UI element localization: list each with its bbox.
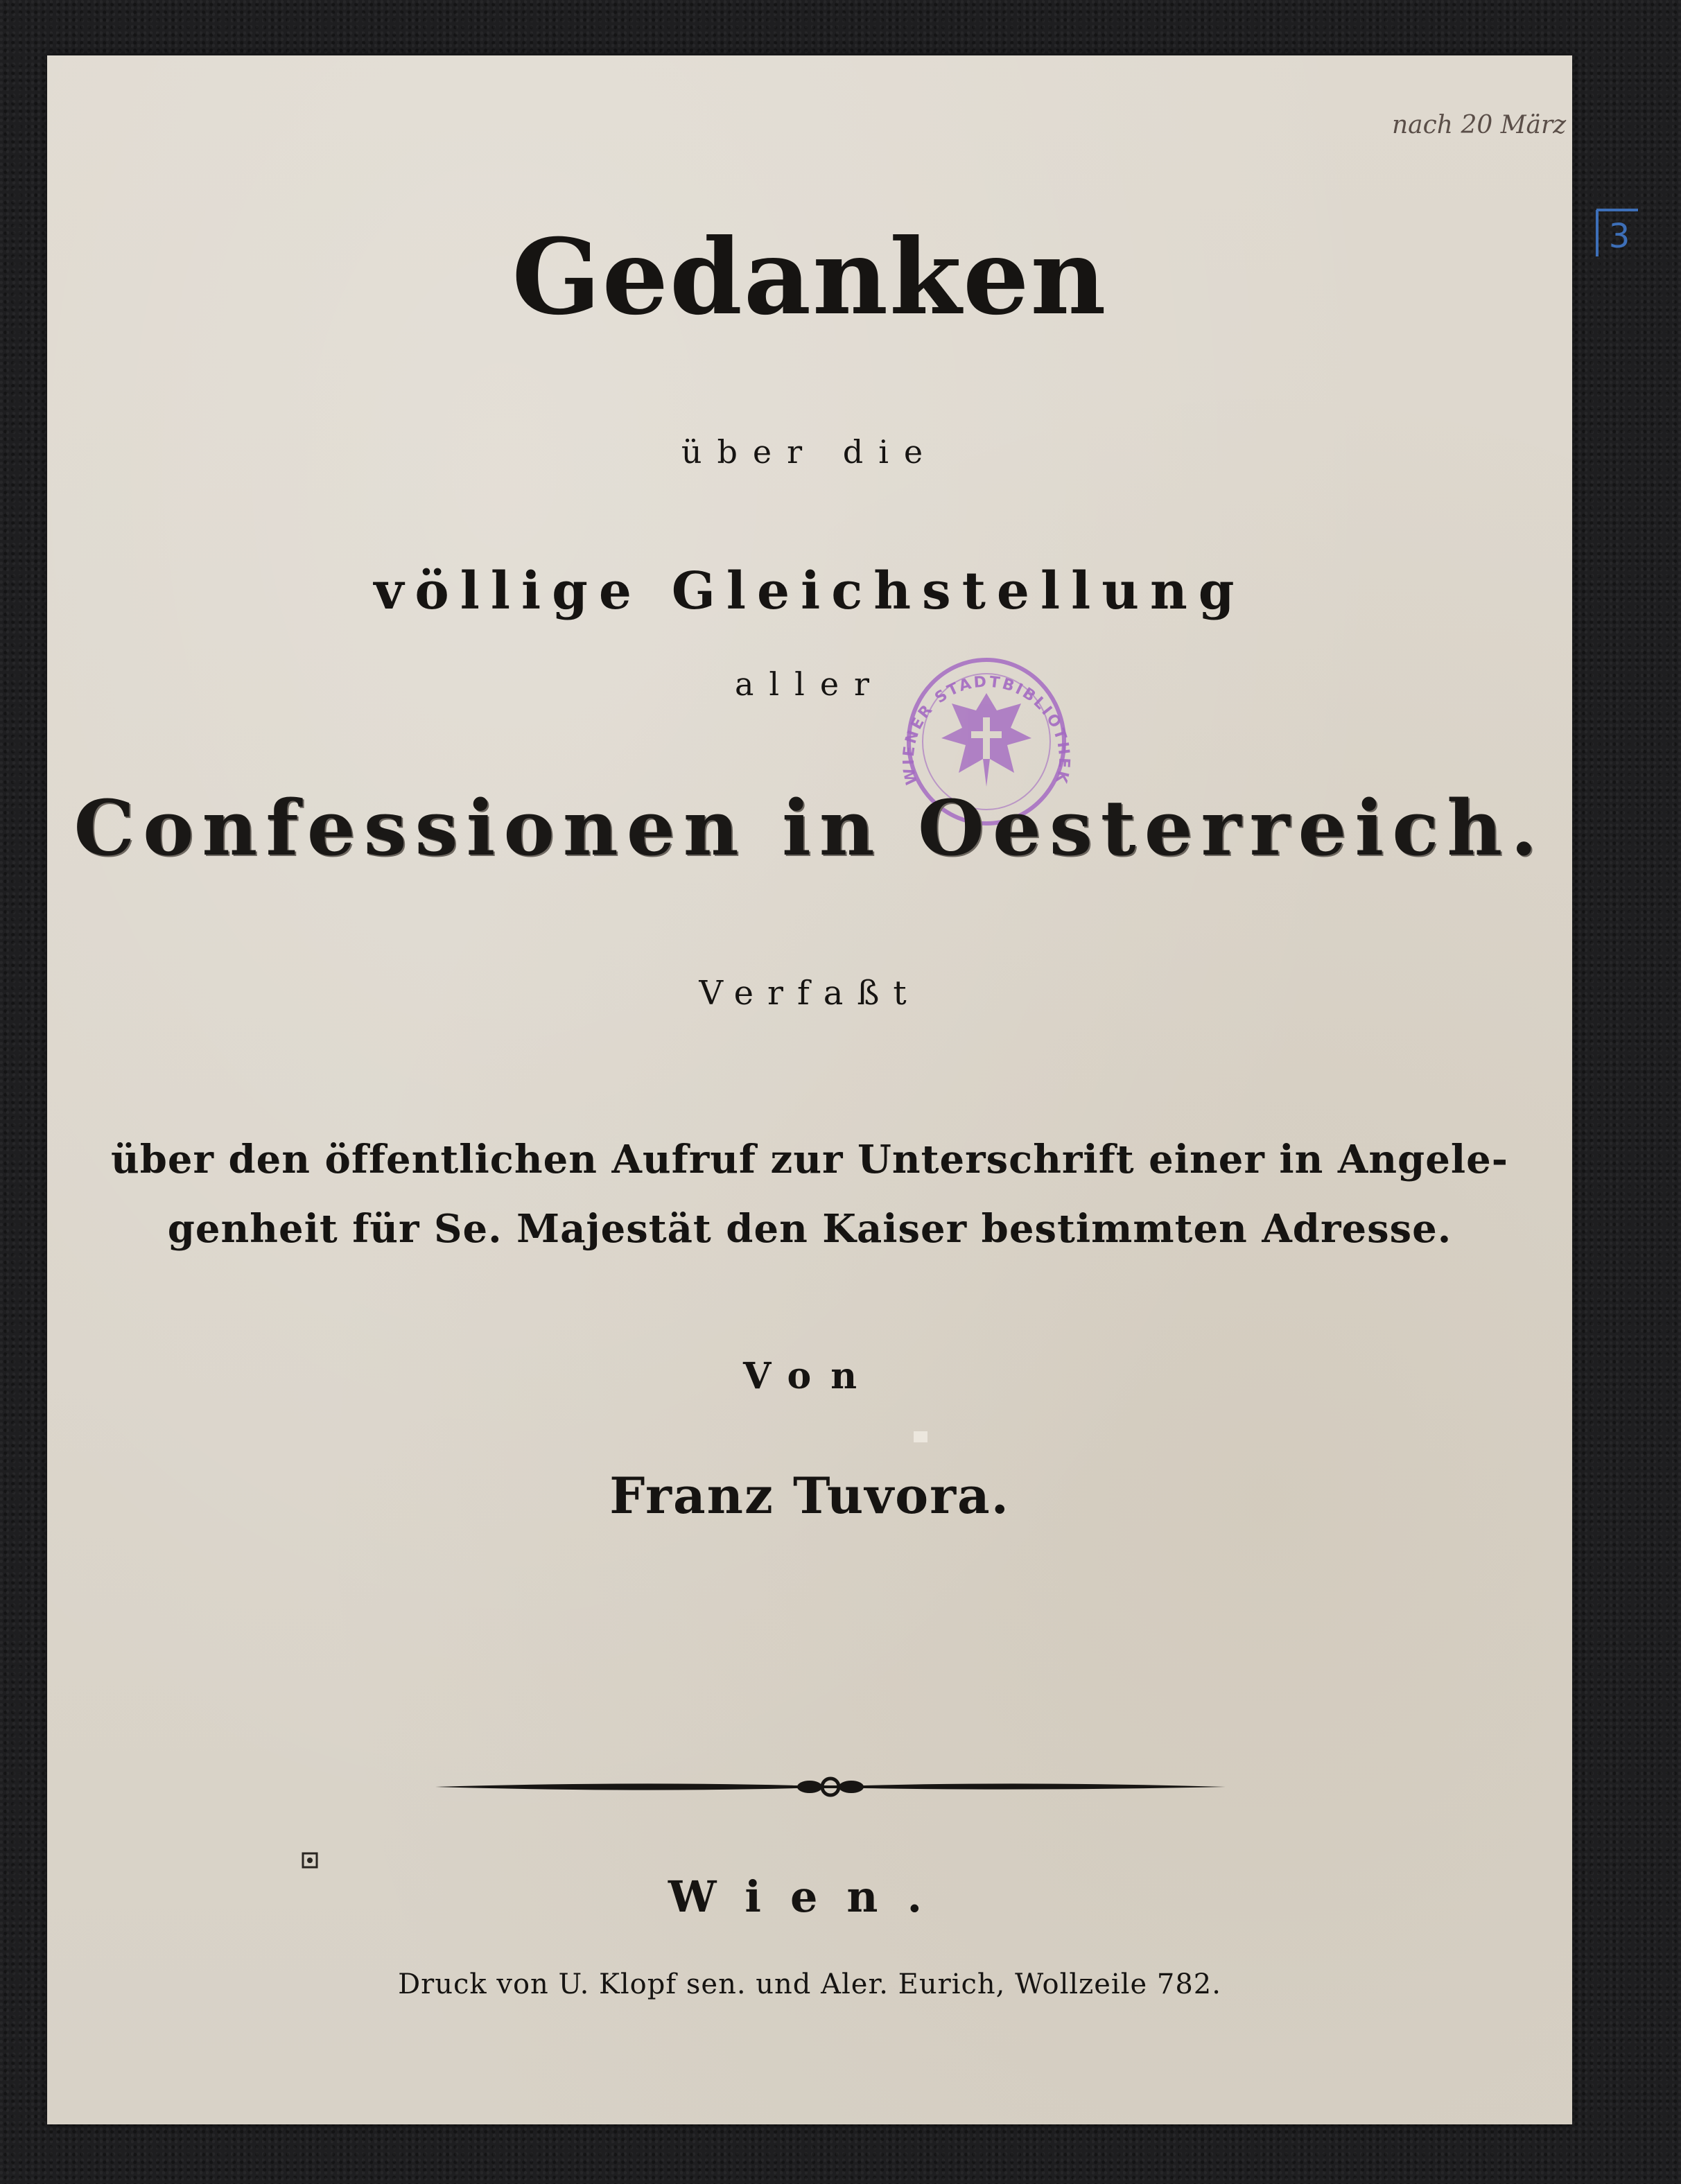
handwritten-note: nach 20 März bbox=[1392, 111, 1567, 139]
subtitle-gleichstellung: völlige Gleichstellung bbox=[374, 561, 1246, 621]
printer-imprint: Druck von U. Klopf sen. und Aler. Eurich, Wollzeile 782. bbox=[398, 1968, 1221, 2000]
blue-pencil-mark bbox=[1593, 204, 1641, 260]
paper-spot bbox=[914, 1431, 927, 1442]
handwritten-number: 3 bbox=[1608, 217, 1630, 256]
author-name: Franz Tuvora. bbox=[609, 1466, 1010, 1525]
decorative-rule bbox=[435, 1773, 1226, 1801]
main-heading-confessionen: Confessionen in Oesterreich. bbox=[73, 783, 1546, 873]
page-title: Gedanken bbox=[512, 216, 1108, 338]
svg-text:WIENER STADTBIBLIOTHEK: WIENER STADTBIBLIOTHEK bbox=[900, 673, 1073, 787]
description-line-2: genheit für Se. Majestät den Kaiser bestimmten Adresse. bbox=[167, 1206, 1452, 1252]
eagle-icon bbox=[941, 693, 1031, 787]
ornament-icon bbox=[300, 1851, 320, 1870]
verfasst-label: Verfaßt bbox=[699, 974, 921, 1013]
von-label: Von bbox=[742, 1355, 877, 1397]
subtitle-ueber-die: über die bbox=[681, 433, 939, 471]
title-page bbox=[47, 55, 1630, 2124]
place-of-publication: Wien. bbox=[668, 1871, 952, 1922]
description-line-1: über den öffentlichen Aufruf zur Unterschrift einer in Angele- bbox=[111, 1137, 1508, 1182]
subtitle-aller: aller bbox=[734, 665, 885, 703]
